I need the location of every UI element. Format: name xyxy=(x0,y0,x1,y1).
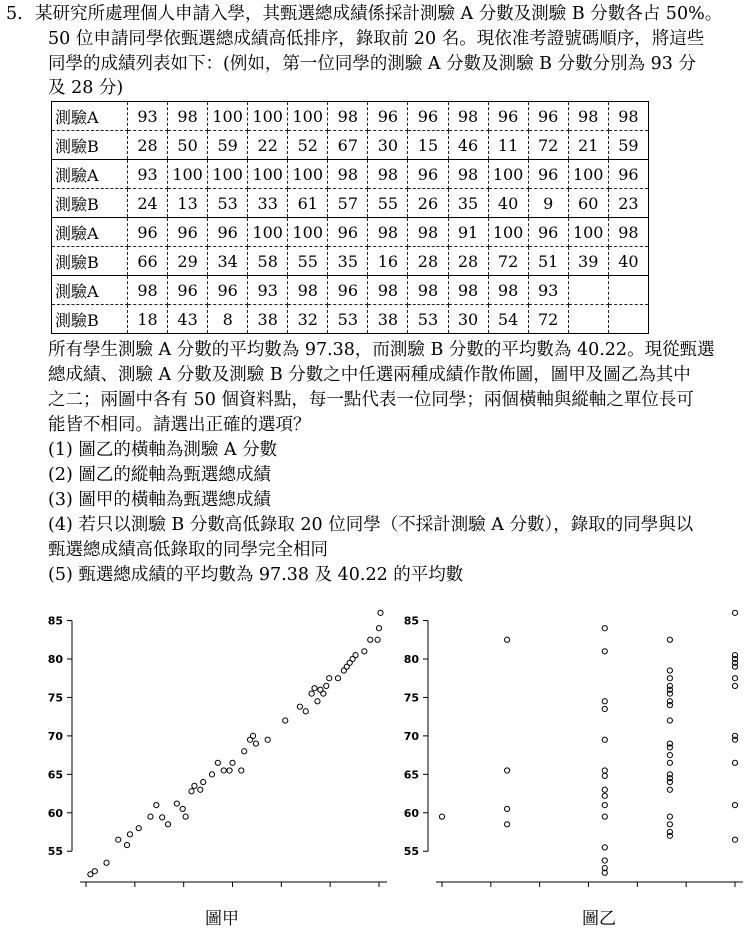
table-cell: 100 xyxy=(248,102,288,131)
data-point xyxy=(602,858,607,863)
table-cell: 32 xyxy=(288,305,328,334)
data-point xyxy=(667,760,672,765)
option-2: (2) 圖乙的縱軸為甄選總成績 xyxy=(48,465,271,485)
body-line-2: 總成績、測驗 A 分數及測驗 B 分數之中任選兩種成績作散佈圖，圖甲及圖乙為其中 xyxy=(48,365,691,385)
data-point xyxy=(667,745,672,750)
data-point xyxy=(312,686,317,691)
table-cell: 96 xyxy=(168,276,208,305)
scatter-plot-jia xyxy=(42,604,394,900)
data-point xyxy=(198,787,203,792)
data-point xyxy=(602,706,607,711)
table-cell: 29 xyxy=(168,247,208,276)
table-cell: 28 xyxy=(448,247,488,276)
table-cell: 35 xyxy=(448,189,488,218)
table-cell: 93 xyxy=(528,276,568,305)
table-row xyxy=(52,189,649,218)
table-cell: 100 xyxy=(288,218,328,247)
row-label: 測驗B xyxy=(52,131,128,160)
table-cell: 18 xyxy=(128,305,168,334)
data-point xyxy=(667,676,672,681)
data-point xyxy=(732,676,737,681)
data-point xyxy=(732,683,737,688)
data-point xyxy=(376,626,381,631)
question-line-2: 50 位申請同學依甄選總成績高低排序，錄取前 20 名。現依准考證號碼順序，將這些 xyxy=(48,29,705,49)
data-point xyxy=(667,814,672,819)
y-tick-label: 60 xyxy=(47,806,63,820)
table-cell: 22 xyxy=(248,131,288,160)
data-point xyxy=(148,814,153,819)
question-number: 5. xyxy=(6,4,23,24)
table-row xyxy=(52,305,649,334)
table-cell: 9 xyxy=(528,189,568,218)
table-cell: 98 xyxy=(288,276,328,305)
table-cell: 100 xyxy=(288,102,328,131)
y-tick-label: 75 xyxy=(47,691,63,705)
body-line-1: 所有學生測驗 A 分數的平均數為 97.38，而測驗 B 分數的平均數為 40.22。現從甄選 xyxy=(48,340,715,360)
table-cell: 60 xyxy=(568,189,608,218)
data-point xyxy=(602,814,607,819)
y-tick-label: 65 xyxy=(403,768,419,782)
table-cell: 96 xyxy=(208,218,248,247)
data-point xyxy=(602,773,607,778)
option-5: (5) 甄選總成績的平均數為 97.38 及 40.22 的平均數 xyxy=(48,565,464,585)
data-point xyxy=(227,768,232,773)
y-tick-label: 65 xyxy=(47,768,63,782)
table-cell: 43 xyxy=(168,305,208,334)
y-tick-label: 75 xyxy=(403,691,419,705)
table-cell: 98 xyxy=(488,276,528,305)
table-cell: 21 xyxy=(568,131,608,160)
data-point xyxy=(136,826,141,831)
row-label: 測驗A xyxy=(52,160,128,189)
table-cell: 96 xyxy=(608,160,648,189)
table-row xyxy=(52,218,649,247)
table-row xyxy=(52,247,649,276)
table-cell: 96 xyxy=(408,102,448,131)
data-point xyxy=(221,768,226,773)
data-point xyxy=(309,691,314,696)
y-tick-label: 80 xyxy=(403,652,419,666)
data-point xyxy=(253,741,258,746)
row-label: 測驗B xyxy=(52,247,128,276)
question-line-3: 同學的成績列表如下：(例如，第一位同學的測驗 A 分數及測驗 B 分數分別為 93 分 xyxy=(48,54,696,74)
table-row xyxy=(52,160,649,189)
table-cell: 96 xyxy=(368,102,408,131)
table-cell: 24 xyxy=(128,189,168,218)
data-point xyxy=(201,779,206,784)
data-point xyxy=(732,610,737,615)
table-cell: 98 xyxy=(368,218,408,247)
table-cell: 96 xyxy=(528,102,568,131)
table-cell: 53 xyxy=(408,305,448,334)
data-point xyxy=(732,802,737,807)
table-cell: 30 xyxy=(448,305,488,334)
table-cell: 98 xyxy=(608,102,648,131)
table-cell: 96 xyxy=(408,160,448,189)
table-cell: 96 xyxy=(328,276,368,305)
row-label: 測驗B xyxy=(52,189,128,218)
table-cell: 100 xyxy=(488,160,528,189)
table-cell: 98 xyxy=(448,102,488,131)
table-cell: 100 xyxy=(168,160,208,189)
data-point xyxy=(602,649,607,654)
data-point xyxy=(505,637,510,642)
data-point xyxy=(104,860,109,865)
data-point xyxy=(602,845,607,850)
table-cell: 46 xyxy=(448,131,488,160)
table-cell: 26 xyxy=(408,189,448,218)
data-point xyxy=(505,806,510,811)
table-cell: 100 xyxy=(568,160,608,189)
row-label: 測驗A xyxy=(52,218,128,247)
row-label: 測驗A xyxy=(52,102,128,131)
table-cell: 39 xyxy=(568,247,608,276)
data-point xyxy=(165,822,170,827)
table-cell: 40 xyxy=(608,247,648,276)
data-point xyxy=(667,718,672,723)
table-cell: 54 xyxy=(488,305,528,334)
table-cell: 98 xyxy=(448,160,488,189)
table-cell: 72 xyxy=(528,131,568,160)
y-tick-label: 80 xyxy=(47,652,63,666)
data-point xyxy=(321,691,326,696)
data-point xyxy=(378,610,383,615)
table-cell: 66 xyxy=(128,247,168,276)
data-point xyxy=(335,676,340,681)
data-point xyxy=(732,737,737,742)
table-cell: 53 xyxy=(328,305,368,334)
table-cell: 100 xyxy=(488,218,528,247)
table-cell: 28 xyxy=(408,247,448,276)
table-cell: 98 xyxy=(408,218,448,247)
table-cell: 11 xyxy=(488,131,528,160)
table-cell: 52 xyxy=(288,131,328,160)
option-3: (3) 圖甲的橫軸為甄選總成績 xyxy=(48,490,271,510)
table-cell: 98 xyxy=(368,276,408,305)
table-cell: 15 xyxy=(408,131,448,160)
table-cell: 16 xyxy=(368,247,408,276)
table-cell: 96 xyxy=(488,102,528,131)
data-point xyxy=(667,787,672,792)
data-point xyxy=(602,699,607,704)
data-point xyxy=(667,637,672,642)
table-cell: 55 xyxy=(368,189,408,218)
table-cell: 58 xyxy=(248,247,288,276)
table-cell: 50 xyxy=(168,131,208,160)
table-cell: 100 xyxy=(208,160,248,189)
table-cell: 53 xyxy=(208,189,248,218)
data-point xyxy=(602,626,607,631)
table-cell: 33 xyxy=(248,189,288,218)
row-label: 測驗A xyxy=(52,276,128,305)
data-point xyxy=(174,801,179,806)
table-cell: 100 xyxy=(568,218,608,247)
data-point xyxy=(602,768,607,773)
table-cell: 72 xyxy=(528,305,568,334)
table-cell: 13 xyxy=(168,189,208,218)
data-point xyxy=(667,833,672,838)
data-point xyxy=(239,768,244,773)
data-point xyxy=(116,837,121,842)
row-label: 測驗B xyxy=(52,305,128,334)
table-cell xyxy=(608,305,648,334)
table-cell: 23 xyxy=(608,189,648,218)
data-point xyxy=(180,806,185,811)
table-cell: 98 xyxy=(168,102,208,131)
table-cell xyxy=(568,305,608,334)
table-cell: 30 xyxy=(368,131,408,160)
table-cell: 40 xyxy=(488,189,528,218)
table-cell: 35 xyxy=(328,247,368,276)
table-cell: 98 xyxy=(568,102,608,131)
table-cell xyxy=(568,276,608,305)
table-cell: 51 xyxy=(528,247,568,276)
y-tick-label: 70 xyxy=(403,729,419,743)
table-cell: 100 xyxy=(248,160,288,189)
option-4: (4) 若只以測驗 B 分數高低錄取 20 位同學（不採計測驗 A 分數），錄取的同學與以 xyxy=(48,515,694,535)
data-point xyxy=(327,676,332,681)
data-point xyxy=(303,709,308,714)
data-point xyxy=(362,649,367,654)
table-cell: 93 xyxy=(128,160,168,189)
table-cell: 98 xyxy=(448,276,488,305)
table-cell: 98 xyxy=(368,160,408,189)
y-tick-label: 70 xyxy=(47,729,63,743)
table-cell: 98 xyxy=(128,276,168,305)
table-cell: 96 xyxy=(328,218,368,247)
data-point xyxy=(242,749,247,754)
data-point xyxy=(124,842,129,847)
table-cell: 38 xyxy=(368,305,408,334)
question-line-4: 及 28 分) xyxy=(48,78,124,98)
table-cell: 96 xyxy=(528,160,568,189)
table-cell: 34 xyxy=(208,247,248,276)
data-point xyxy=(439,814,444,819)
option-1: (1) 圖乙的橫軸為測驗 A 分數 xyxy=(48,440,278,460)
score-table xyxy=(51,101,649,334)
data-point xyxy=(602,787,607,792)
data-point xyxy=(375,637,380,642)
data-point xyxy=(602,793,607,798)
data-point xyxy=(315,699,320,704)
table-cell: 8 xyxy=(208,305,248,334)
table-cell: 96 xyxy=(128,218,168,247)
data-point xyxy=(667,668,672,673)
data-point xyxy=(297,704,302,709)
data-point xyxy=(667,779,672,784)
table-row xyxy=(52,102,649,131)
table-cell: 100 xyxy=(208,102,248,131)
table-cell: 28 xyxy=(128,131,168,160)
table-cell: 57 xyxy=(328,189,368,218)
caption-yi: 圖乙 xyxy=(582,909,616,929)
data-point xyxy=(183,814,188,819)
table-cell: 67 xyxy=(328,131,368,160)
table-cell: 98 xyxy=(408,276,448,305)
table-cell xyxy=(608,276,648,305)
table-cell: 59 xyxy=(608,131,648,160)
table-cell: 61 xyxy=(288,189,328,218)
data-point xyxy=(189,789,194,794)
data-point xyxy=(602,802,607,807)
data-point xyxy=(602,737,607,742)
body-line-3: 之二；兩圖中各有 50 個資料點，每一點代表一位同學；兩個橫軸與縱軸之單位長可 xyxy=(48,390,694,410)
data-point xyxy=(732,760,737,765)
data-point xyxy=(215,760,220,765)
table-cell: 59 xyxy=(208,131,248,160)
table-cell: 100 xyxy=(288,160,328,189)
table-cell: 72 xyxy=(488,247,528,276)
data-point xyxy=(505,768,510,773)
table-cell: 93 xyxy=(248,276,288,305)
data-point xyxy=(192,783,197,788)
table-cell: 96 xyxy=(208,276,248,305)
table-cell: 91 xyxy=(448,218,488,247)
data-point xyxy=(667,822,672,827)
data-point xyxy=(667,691,672,696)
data-point xyxy=(127,832,132,837)
data-point xyxy=(250,733,255,738)
data-point xyxy=(230,760,235,765)
table-cell: 93 xyxy=(128,102,168,131)
table-cell: 98 xyxy=(608,218,648,247)
data-point xyxy=(667,703,672,708)
data-point xyxy=(209,772,214,777)
question-line-1: 某研究所處理個人申請入學，其甄選總成績係採計測驗 A 分數及測驗 B 分數各占 50%。 xyxy=(35,4,723,24)
table-row xyxy=(52,276,649,305)
data-point xyxy=(283,718,288,723)
table-cell: 100 xyxy=(248,218,288,247)
table-cell: 98 xyxy=(328,102,368,131)
y-tick-label: 55 xyxy=(47,845,63,859)
data-point xyxy=(353,653,358,658)
data-point xyxy=(732,837,737,842)
data-point xyxy=(505,822,510,827)
data-point xyxy=(667,753,672,758)
data-point xyxy=(732,664,737,669)
scatter-plot-yi xyxy=(398,604,750,900)
data-point xyxy=(265,737,270,742)
y-tick-label: 85 xyxy=(403,614,419,628)
option-4-continued: 甄選總成績高低錄取的同學完全相同 xyxy=(48,540,328,560)
y-tick-label: 85 xyxy=(47,614,63,628)
table-cell: 98 xyxy=(328,160,368,189)
table-cell: 55 xyxy=(288,247,328,276)
data-point xyxy=(154,802,159,807)
body-line-4: 能皆不相同。請選出正確的選項？ xyxy=(48,415,311,435)
table-cell: 96 xyxy=(528,218,568,247)
table-cell: 38 xyxy=(248,305,288,334)
caption-jia: 圖甲 xyxy=(205,909,239,929)
data-point xyxy=(324,683,329,688)
table-row xyxy=(52,131,649,160)
table-cell: 96 xyxy=(168,218,208,247)
y-tick-label: 60 xyxy=(403,806,419,820)
data-point xyxy=(368,637,373,642)
data-point xyxy=(160,815,165,820)
y-tick-label: 55 xyxy=(403,845,419,859)
data-point xyxy=(92,869,97,874)
